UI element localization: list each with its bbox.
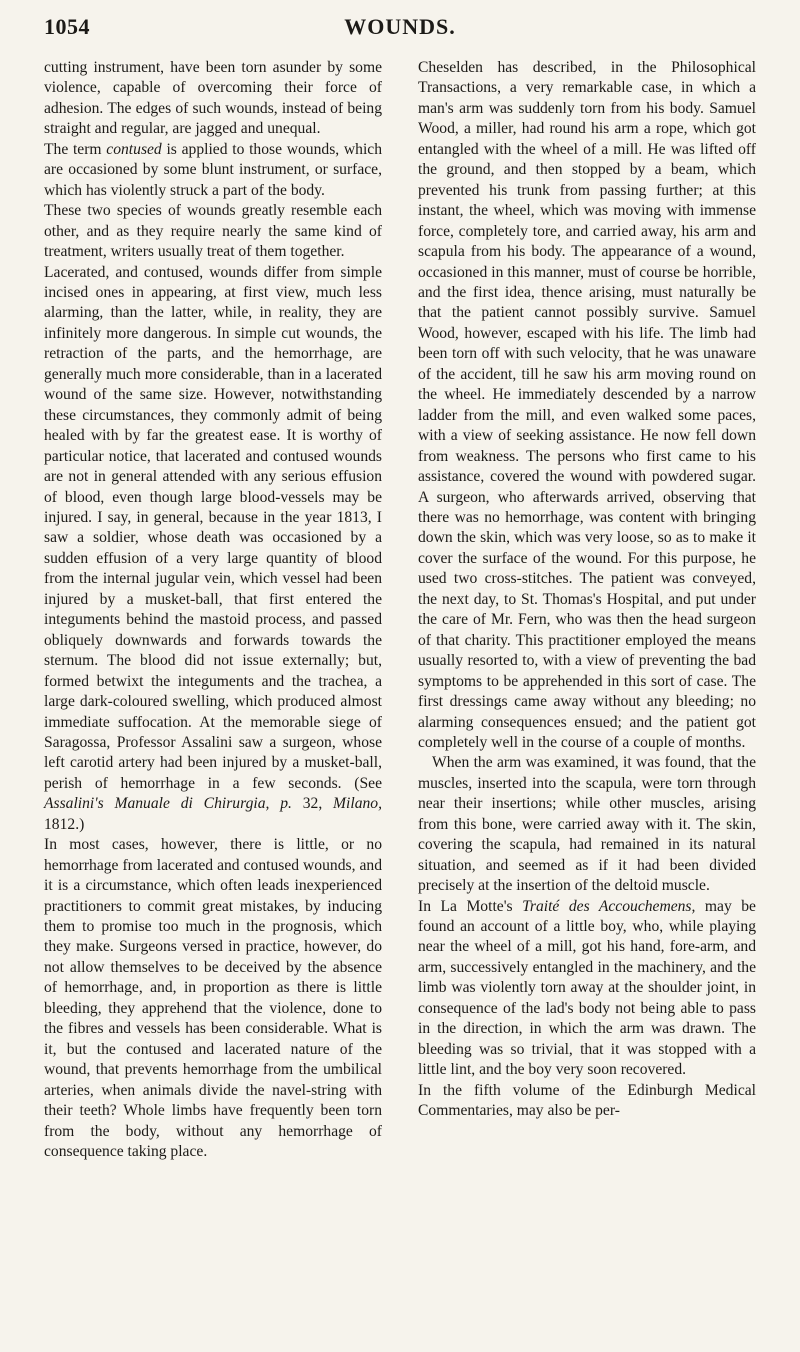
- paragraph: In most cases, however, there is little, or no hemorrhage from lacerated and contused wounds, and it is a circumstance, which often leads inexperienced practitioners to commit great mistakes, by inducing them to promise too much in the prognosis, which they make. Surgeons versed in practice, however, do not allow themselves to be deceived by the absence of hemorrhage, and, in proportion as there is little bleeding, they apprehend that the violence, done to the fibres and vessels has been considerable. What is it, but the contused and lacerated nature of the wound, that prevents hemorrhage from the umbilical arteries, when animals divide the navel-string with their teeth? Whole limbs have frequently been torn from the body, without any hemorrhage of consequence taking place.: [44, 836, 382, 1161]
- paragraph: cutting instrument, have been torn asunder by some violence, capable of overcoming their force of adhesion. The edges of such wounds, instead of being straight and regular, are jagged and unequal.: [44, 59, 382, 138]
- page-number: 1054: [44, 14, 90, 39]
- paragraph: These two species of wounds greatly resemble each other, and as they require nearly the same kind of treatment, writers usually treat of them together.: [44, 202, 382, 261]
- left-column: [44, 58, 382, 1162]
- italic-place: Milano,: [333, 795, 382, 813]
- italic-title: Traité des Accouchemens,: [522, 897, 696, 915]
- paragraph: In the fifth volume of the Edinburgh Medical Commentaries, may also be per-: [418, 1081, 756, 1120]
- right-column: [418, 58, 756, 1162]
- italic-citation: Assalini's Manuale di Chirurgia, p.: [44, 795, 292, 813]
- paragraph-text: Lacerated, and contused, wounds differ from simple incised ones in appearing, at first view, much less alarming, than the latter, while, in reality, they are infinitely more dangerous. In simple cut wounds, the retraction of the parts, and the hemorrhage, are generally much more considerable, than in a lacerated wound of the same size. However, notwithstanding these circumstances, they commonly admit of being healed with by far the greatest ease. It is worthy of particular notice, that lacerated and contused wounds are not in general attended with any serious effusion of blood, even though large blood-vessels may be injured. I say, in general, because in the year 1813, I saw a soldier, whose death was occasioned by a sudden effusion of a very large quantity of blood from the internal jugular vein, which vessel had been injured by a musket-ball, that first entered the integuments behind the mastoid process, and passed obliquely downwards and forwards towards the sternum. The blood did not issue externally; but, formed betwixt the integuments and the trachea, a large dark-coloured swelling, which produced almost immediate suffocation. At the memorable siege of Saragossa, Professor Assalini saw a surgeon, whose left carotid artery had been injured by a musket-ball, perish of hemorrhage in a few seconds. (See: [44, 263, 382, 792]
- paragraph-text: may be found an account of a little boy, who, while playing near the wheel of a mill, got his hand, fore-arm, and arm, successively entangled in the machinery, and the limb was violently torn away at the shoulder joint, in consequence of the lad's body not being able to pass in the direction, in which the arm was drawn. The bleeding was so trivial, that it was stopped with a little lint, and the boy very soon recovered.: [418, 897, 756, 1079]
- paragraph-text: is applied to those wounds, which are occasioned by some blunt instrument, or surface, which has violently struck a part of the body.: [44, 140, 382, 199]
- paragraph: When the arm was examined, it was found, that the muscles, inserted into the scapula, were torn through near their insertions; while other muscles, arising from this bone, were carried away with it. The skin, covering the scapula, had remained in its natural situation, and seemed as if it had been divided precisely at the insertion of the deltoid muscle.: [418, 754, 756, 895]
- text-columns: [44, 58, 756, 1162]
- paragraph-text: 1812.): [44, 815, 85, 833]
- paragraph: [44, 140, 382, 201]
- paragraph: [44, 263, 382, 836]
- paragraph-text: 32,: [291, 795, 334, 813]
- paragraph-text: The term: [44, 140, 107, 158]
- paragraph-text: In La Motte's: [418, 897, 523, 915]
- page-header: [44, 14, 756, 44]
- running-head: WOUNDS.: [344, 14, 456, 39]
- paragraph: [418, 897, 756, 1081]
- italic-term: contused: [106, 140, 162, 158]
- paragraph: Cheselden has described, in the Philosophical Transactions, a very remarkable case, in which a man's arm was suddenly torn from his body. Samuel Wood, a miller, had round his arm a rope, which got entangled with the wheel of a mill. He was lifted off the ground, and then stopped by a beam, which prevented his trunk from passing further; at this instant, the wheel, which was moving with immense force, completely tore, and carried away, his arm and scapula from his body. The appearance of a wound, occasioned in this manner, must of course be horrible, and the first idea, thence arising, must naturally be that the patient cannot possibly survive. Samuel Wood, however, escaped with his life. The limb had been torn off with such velocity, that he was unaware of the accident, till he saw his arm moving round on the wheel. He immediately descended by a narrow ladder from the mill, and even walked some paces, with a view of seeking assistance. He now fell down from weakness. The persons who first came to his assistance, covered the wound with powdered sugar. A surgeon, who afterwards arrived, observing that there was no hemorrhage, was content with bringing down the skin, which was very loose, so as to make it cover the surface of the wound. For this purpose, he used two cross-stitches. The patient was conveyed, the next day, to St. Thomas's Hospital, and put under the care of Mr. Fern, who was then the head surgeon of that charity. This practitioner employed the means usually resorted to, with a view of preventing the bad symptoms to be apprehended in this sort of case. The first dressings came away without any bleeding; no alarming consequences ensued; and the patient got completely well in the course of a couple of months.: [418, 59, 756, 751]
